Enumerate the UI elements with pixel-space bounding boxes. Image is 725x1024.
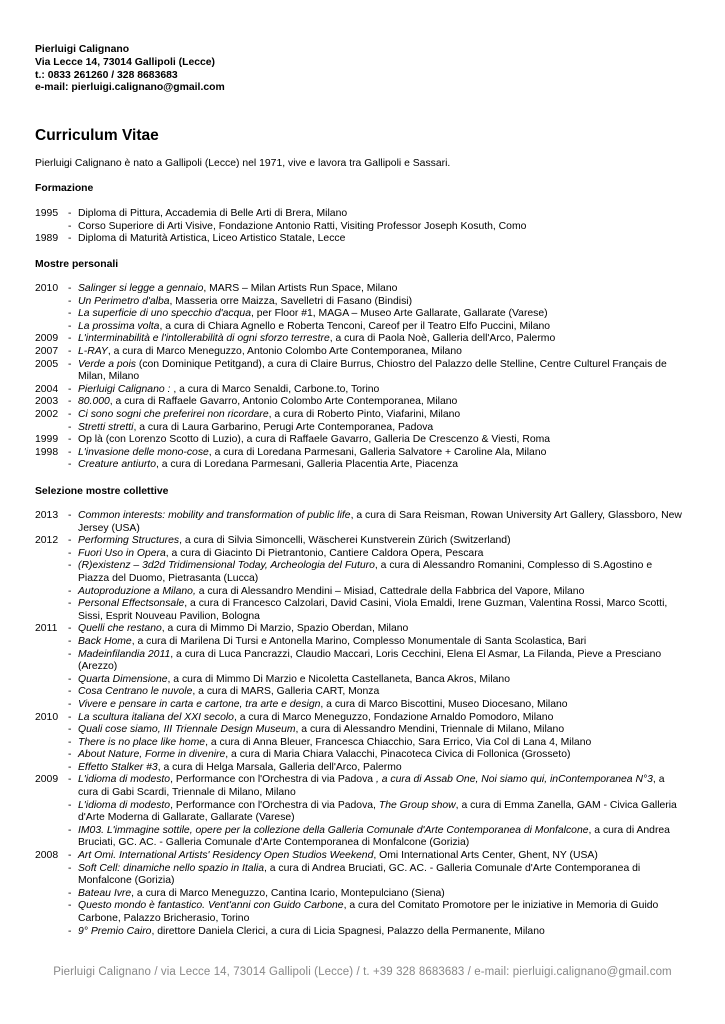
list-item <box>35 863 685 888</box>
list-item <box>35 749 685 762</box>
list-item <box>35 674 685 687</box>
list-item <box>35 535 685 548</box>
entry-dash: - <box>68 686 72 698</box>
entry-details: , a cura di Mimmo Di Marzio, Spazio Oberdan, Milano <box>161 623 409 635</box>
entry-title: Ci sono sogni che preferirei non ricordare <box>78 408 269 420</box>
list-item <box>35 560 685 585</box>
entry-dash: - <box>68 900 72 912</box>
entry-dash: - <box>68 358 72 370</box>
entry-title: Verde a pois <box>78 358 136 370</box>
entry-year: 2013 <box>35 510 59 521</box>
entry-title: Vivere e pensare in carta e cartone, tra arte e design <box>78 698 321 710</box>
entry-title: Stretti stretti <box>78 421 134 433</box>
entry-dash: - <box>68 925 72 937</box>
collettive-list <box>35 510 685 938</box>
entry-text <box>78 560 685 585</box>
entry-details: , a cura di Emma Zanella, GAM - Civica Galleria d'Arte Moderna di Gallarate, Gallarate (Varese) <box>78 799 677 824</box>
entry-text <box>78 447 685 460</box>
entry-text <box>78 724 685 737</box>
entry-title: Art Omi. International Artists' Residency Open Studios Weekend <box>78 850 374 862</box>
entry-dash: - <box>68 535 72 547</box>
entry-dash: - <box>68 510 72 521</box>
entry-text <box>78 221 685 234</box>
entry-dash: - <box>68 383 72 395</box>
entry-details: Corso Superiore di Arti Visive, Fondazione Antonio Ratti, Visiting Professor Joseph Kosuth, Como <box>78 220 527 232</box>
intro-paragraph: Pierluigi Calignano è nato a Gallipoli (Lecce) nel 1971, vive e lavora tra Gallipoli e Sassari. <box>35 158 451 169</box>
entry-details: , a cura di Raffaele Gavarro, Antonio Colombo Arte Contemporanea, Milano <box>109 396 458 408</box>
author-name: Pierluigi Calignano <box>35 44 130 55</box>
entry-title: The Group show <box>378 799 456 811</box>
entry-title: La superficie di uno specchio d'acqua <box>78 308 251 320</box>
list-item <box>35 434 685 447</box>
entry-text <box>78 674 685 687</box>
entry-text <box>78 598 685 623</box>
entry-text <box>78 283 685 296</box>
entry-dash: - <box>68 749 72 761</box>
entry-dash: - <box>68 283 72 294</box>
list-item <box>35 459 685 472</box>
entry-details: a cura di Alessandro Mendini – Misiad, Cattedrale della Fabbrica del Vapore, Milano <box>195 585 585 597</box>
page-footer: Pierluigi Calignano / via Lecce 14, 73014 Gallipoli (Lecce) / t. +39 328 8683683 / e-mail: pierluigi.calignano@gmail.com <box>53 966 672 978</box>
entry-dash: - <box>68 434 72 446</box>
entry-details: , a cura di Francesco Calzolari, David Casini, Viola Emaldi, Irene Guzman, Valentina Rossi, Marco Scotti, Sissi, Esprit Nouveau Pavilion, Bologna <box>78 598 668 622</box>
entry-text <box>78 434 685 447</box>
entry-text <box>78 636 685 649</box>
entry-details: , a cura di Mimmo Di Marzio e Nicoletta Castellaneta, Banca Akros, Milano <box>167 673 510 685</box>
entry-year: 2008 <box>35 850 59 862</box>
entry-year: 2003 <box>35 396 59 408</box>
entry-text <box>78 233 685 246</box>
entry-dash: - <box>68 220 72 232</box>
entry-year: 2007 <box>35 345 59 357</box>
entry-text <box>78 900 685 925</box>
entry-text <box>78 850 685 863</box>
list-item <box>35 510 685 535</box>
entry-text <box>78 422 685 435</box>
entry-text <box>78 926 685 939</box>
entry-text <box>78 863 685 888</box>
list-item <box>35 221 685 234</box>
entry-title: Back Home <box>78 635 132 647</box>
entry-year: 1998 <box>35 446 59 458</box>
entry-details: , a cura di Maria Chiara Valacchi, Pinacoteca Civica di Follonica (Grosseto) <box>225 749 571 761</box>
entry-title: (R)existenz – 3d2d Tridimensional Today, Archeologia del Futuro <box>78 560 375 572</box>
entry-dash: - <box>68 724 72 736</box>
list-item <box>35 409 685 422</box>
entry-title: There is no place like home <box>78 736 206 748</box>
entry-title: 9° Premio Cairo <box>78 925 152 937</box>
list-item <box>35 623 685 636</box>
list-item <box>35 321 685 334</box>
list-item <box>35 774 685 799</box>
entry-text <box>78 459 685 472</box>
list-item <box>35 712 685 725</box>
entry-details: , a cura di Andrea Bruciati, GC. AC. - Galleria Comunale d'Arte Contemporanea di Monfalcone (Gorizia) <box>78 824 670 849</box>
entry-title: About Nature, Forme in divenire <box>78 749 226 761</box>
list-item <box>35 737 685 750</box>
personali-list <box>35 283 685 472</box>
entry-title: Questo mondo è fantastico. Vent'anni con Guido Carbone <box>78 900 344 912</box>
entry-title: Soft Cell: dinamiche nello spazio in Italia <box>78 862 264 874</box>
entry-details: , a cura di Marco Senaldi, Carbone.to, Torino <box>173 383 380 395</box>
entry-dash: - <box>68 585 72 597</box>
entry-details: , a cura di Marco Meneguzzo, Fondazione Arnaldo Pomodoro, Milano <box>233 711 554 723</box>
entry-dash: - <box>68 887 72 899</box>
list-item <box>35 333 685 346</box>
entry-year: 2002 <box>35 408 59 420</box>
entry-dash: - <box>68 547 72 559</box>
entry-details: , a cura di Roberto Pinto, Viafarini, Milano <box>268 408 461 420</box>
entry-dash: - <box>68 774 72 786</box>
entry-title: L-RAY <box>78 345 108 357</box>
entry-dash: - <box>68 446 72 458</box>
entry-text <box>78 800 685 825</box>
entry-text <box>78 623 685 636</box>
entry-text <box>78 762 685 775</box>
list-item <box>35 308 685 321</box>
entry-details: , a cura di Andrea Bruciati, GC. AC. - Galleria Comunale d'Arte Contemporanea di Monfalcone (Gorizia) <box>78 862 641 887</box>
entry-details: , a cura di Anna Bleuer, Francesca Chiacchio, Sara Errico, Via Col di Lana 4, Milano <box>205 736 592 748</box>
entry-dash: - <box>68 761 72 773</box>
entry-text <box>78 396 685 409</box>
list-item <box>35 900 685 925</box>
entry-details: , a cura di Gabi Scardi, Triennale di Milano, Milano <box>78 774 665 799</box>
entry-title: Quarta Dimensione <box>78 673 168 685</box>
list-item <box>35 296 685 309</box>
list-item <box>35 447 685 460</box>
entry-dash: - <box>68 824 72 836</box>
entry-details: , a cura del Comitato Promotore per le iniziative in Memoria di Guido Carbone, Palazzo Bricherasio, Torino <box>78 900 659 924</box>
entry-title: Fuori Uso in Opera <box>78 547 166 559</box>
author-address: Via Lecce 14, 73014 Gallipoli (Lecce) <box>35 56 216 68</box>
entry-text <box>78 333 685 346</box>
entry-details: , a cura di Chiara Agnello e Roberta Tenconi, Careof per il Teatro Elfo Puccini, Milano <box>159 320 551 332</box>
entry-details: , a cura di Luca Pancrazzi, Claudio Maccari, Loris Cecchini, Elena El Asmar, La Filanda, Pieve a Presciano (Arezzo) <box>78 648 662 673</box>
entry-details: , a cura di Laura Garbarino, Perugi Arte Contemporanea, Padova <box>133 421 434 433</box>
entry-title: Cosa Centrano le nuvole <box>78 686 193 698</box>
entry-details: , Performance con l'Orchestra di via Padova, <box>170 799 379 811</box>
entry-year: 1995 <box>35 208 59 219</box>
entry-text <box>78 346 685 359</box>
document-title: Curriculum Vitae <box>35 127 159 144</box>
list-item <box>35 208 685 221</box>
section-heading-personali: Mostre personali <box>35 259 119 270</box>
entry-year: 2010 <box>35 283 59 294</box>
entry-details: , Omi International Arts Center, Ghent, NY (USA) <box>373 850 598 862</box>
entry-text <box>78 686 685 699</box>
entry-dash: - <box>68 459 72 471</box>
entry-title: Madeinfilandia 2011 <box>78 648 171 660</box>
entry-text <box>78 737 685 750</box>
entry-text <box>78 649 685 674</box>
list-item <box>35 649 685 674</box>
entry-text <box>78 586 685 599</box>
entry-dash: - <box>68 862 72 874</box>
entry-title: La prossima volta <box>78 320 160 332</box>
entry-dash: - <box>68 799 72 811</box>
list-item <box>35 636 685 649</box>
entry-text <box>78 548 685 561</box>
entry-title: Bateau Ivre <box>78 887 132 899</box>
entry-details: (con Dominique Petitgand), a cura di Claire Burrus, Chiostro del Palazzo delle Stelline, Centre Culturel Français de Milan, Milano <box>78 358 667 383</box>
entry-dash: - <box>68 673 72 685</box>
entry-text <box>78 825 685 850</box>
list-item <box>35 762 685 775</box>
section-heading-formazione: Formazione <box>35 183 94 194</box>
entry-dash: - <box>68 421 72 433</box>
contact-header <box>35 44 225 95</box>
entry-title: Creature antiurto <box>78 459 156 471</box>
list-item <box>35 800 685 825</box>
entry-details: , Masseria orre Maizza, Savelletri di Fasano (Bindisi) <box>169 295 413 307</box>
list-item <box>35 283 685 296</box>
entry-details: , a cura di MARS, Galleria CART, Monza <box>192 686 380 698</box>
entry-title: Autoproduzione a Milano, <box>78 585 196 597</box>
entry-details: , Performance con l'Orchestra di via Padova <box>170 774 376 786</box>
entry-details: , a cura di Marco Meneguzzo, Antonio Colombo Arte Contemporanea, Milano <box>107 345 462 357</box>
entry-title: Pierluigi Calignano : <box>78 383 174 395</box>
list-item <box>35 422 685 435</box>
entry-details: , a cura di Giacinto Di Pietrantonio, Cantiere Caldora Opera, Pescara <box>165 547 484 559</box>
entry-text <box>78 296 685 309</box>
entry-year: 2009 <box>35 774 59 786</box>
entry-year: 2010 <box>35 711 59 723</box>
entry-year: 2009 <box>35 333 59 345</box>
entry-details: Diploma di Pittura, Accademia di Belle Arti di Brera, Milano <box>78 208 348 219</box>
entry-title: Un Perimetro d'alba <box>78 295 170 307</box>
list-item <box>35 384 685 397</box>
entry-year: 2005 <box>35 358 59 370</box>
entry-dash: - <box>68 320 72 332</box>
entry-title: Effetto Stalker #3 <box>78 761 158 773</box>
list-item <box>35 548 685 561</box>
list-item <box>35 825 685 850</box>
entry-details: , a cura di Alessandro Romanini, Complesso di S.Agostino e Piazza del Duomo, Pietrasanta (Lucca) <box>78 560 653 584</box>
entry-year: 1999 <box>35 434 59 446</box>
list-item <box>35 586 685 599</box>
entry-text <box>78 888 685 901</box>
entry-year: 2004 <box>35 383 59 395</box>
entry-details: , a cura di Loredana Parmesani, Galleria Salvatore + Caroline Ala, Milano <box>208 446 547 458</box>
entry-dash: - <box>68 208 72 219</box>
author-email: e-mail: pierluigi.calignano@gmail.com <box>35 82 225 94</box>
entry-title: L'invasione delle mono-cose <box>78 446 209 458</box>
entry-details: , a cura di Helga Marsala, Galleria dell'Arco, Palermo <box>157 761 402 773</box>
author-phone: t.: 0833 261260 / 328 8683683 <box>35 69 178 81</box>
list-item <box>35 699 685 712</box>
entry-title: La scultura italiana del XXI secolo <box>78 711 234 723</box>
list-item <box>35 724 685 737</box>
entry-details: Diploma di Maturità Artistica, Liceo Artistico Statale, Lecce <box>78 233 346 245</box>
entry-details: , a cura di Alessandro Mendini, Triennale di Milano, Milano <box>295 724 565 736</box>
entry-details: , direttore Daniela Clerici, a cura di Licia Spagnesi, Palazzo della Permanente, Milano <box>151 925 545 937</box>
entry-dash: - <box>68 711 72 723</box>
entry-year: 1989 <box>35 233 59 245</box>
entry-title: Common interests: mobility and transformation of public life <box>78 510 351 521</box>
entry-details: , a cura di Loredana Parmesani, Galleria Placentia Arte, Piacenza <box>155 459 459 471</box>
entry-text <box>78 699 685 712</box>
entry-dash: - <box>68 635 72 647</box>
entry-text <box>78 321 685 334</box>
entry-dash: - <box>68 698 72 710</box>
entry-title: Performing Structures <box>78 535 180 547</box>
list-item <box>35 926 685 939</box>
entry-title: L'idioma di modesto <box>78 799 171 811</box>
entry-title: Quali cose siamo, III Triennale Design Museum <box>78 724 296 736</box>
entry-text <box>78 774 685 799</box>
formazione-list <box>35 208 685 246</box>
list-item <box>35 888 685 901</box>
entry-title: L'interminabilità e l'intollerabilità di ogni sforzo terrestre <box>78 333 330 345</box>
entry-text <box>78 749 685 762</box>
entry-dash: - <box>68 345 72 357</box>
entry-text <box>78 712 685 725</box>
entry-dash: - <box>68 648 72 660</box>
entry-details: Op là (con Lorenzo Scotto di Luzio), a cura di Raffaele Gavarro, Galleria De Crescenzo & Viesti, Roma <box>78 434 551 446</box>
entry-details: , a cura di Silvia Simoncelli, Wäscherei Kunstverein Zürich (Switzerland) <box>179 535 511 547</box>
entry-text <box>78 535 685 548</box>
entry-title: Personal Effectsonsale <box>78 598 185 610</box>
entry-title: , a cura di Assab One, Noi siamo qui, inContemporanea N°3 <box>375 774 653 786</box>
entry-year: 2011 <box>35 623 58 635</box>
entry-details: , MARS – Milan Artists Run Space, Milano <box>203 283 398 294</box>
entry-dash: - <box>68 233 72 245</box>
list-item <box>35 346 685 359</box>
list-item <box>35 850 685 863</box>
entry-details: , per Floor #1, MAGA – Museo Arte Gallarate, Gallarate (Varese) <box>250 308 548 320</box>
entry-dash: - <box>68 396 72 408</box>
entry-title: Salinger si legge a gennaio <box>78 283 204 294</box>
list-item <box>35 686 685 699</box>
entry-dash: - <box>68 295 72 307</box>
entry-text <box>78 308 685 321</box>
entry-details: , a cura di Marco Meneguzzo, Cantina Icario, Montepulciano (Siena) <box>131 887 445 899</box>
entry-text <box>78 384 685 397</box>
entry-dash: - <box>68 560 72 572</box>
list-item <box>35 396 685 409</box>
entry-dash: - <box>68 598 72 610</box>
entry-details: , a cura di Paola Noè, Galleria dell'Arco, Palermo <box>329 333 556 345</box>
entry-year: 2012 <box>35 535 59 547</box>
entry-dash: - <box>68 736 72 748</box>
entry-title: 80.000 <box>78 396 110 408</box>
section-heading-collettive: Selezione mostre collettive <box>35 486 169 497</box>
entry-dash: - <box>68 308 72 320</box>
list-item <box>35 598 685 623</box>
entry-dash: - <box>68 408 72 420</box>
entry-dash: - <box>68 623 72 635</box>
entry-text <box>78 510 685 535</box>
entry-text <box>78 208 685 221</box>
list-item <box>35 233 685 246</box>
entry-title: L'idioma di modesto <box>78 774 171 786</box>
entry-details: , a cura di Sara Reisman, Rowan University Art Gallery, Glassboro, New Jersey (USA) <box>78 510 682 534</box>
entry-title: Quelli che restano <box>78 623 162 635</box>
entry-dash: - <box>68 850 72 862</box>
list-item <box>35 359 685 384</box>
entry-details: , a cura di Marilena Di Tursi e Antonella Marino, Complesso Monumentale di Santa Scolastica, Bari <box>131 635 587 647</box>
entry-text <box>78 409 685 422</box>
entry-title: IM03. L'immagine sottile, opere per la collezione della Galleria Comunale d'Arte Contemporanea di Monfalcone <box>78 824 589 836</box>
entry-text <box>78 359 685 384</box>
entry-dash: - <box>68 333 72 345</box>
entry-details: , a cura di Marco Biscottini, Museo Diocesano, Milano <box>320 698 568 710</box>
